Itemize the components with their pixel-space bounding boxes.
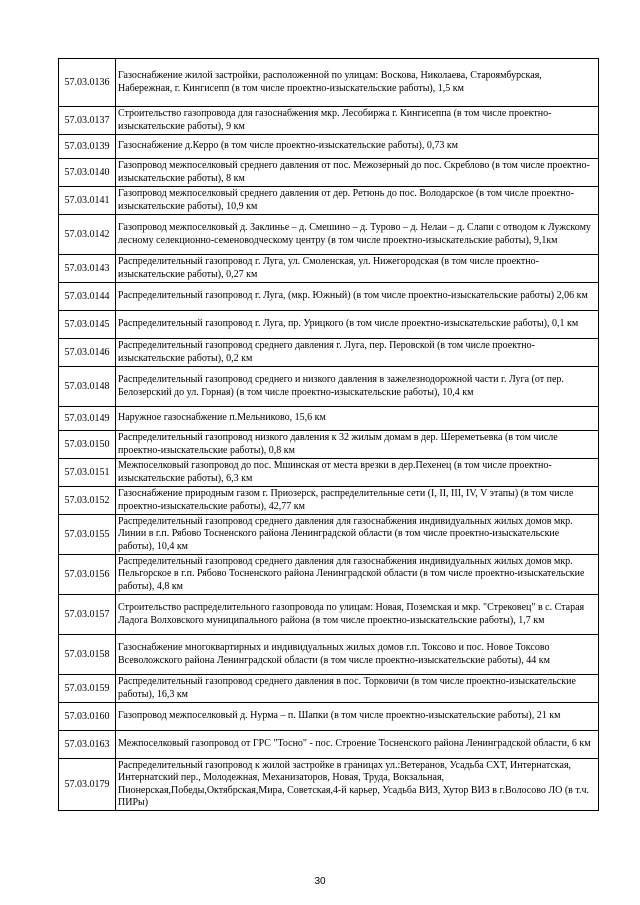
project-description-cell: Распределительный газопровод к жилой застройке в границах ул.:Ветеранов, Усадьба СХТ, Интернатская, Интернатский пер., Молодежная, Механизаторов, Новая, Труда, Вокзальная, Пионерская,Победы,Октябрская,Мира, Советская,4-й карьер, Усадьба ВИЗ, Хутор ВИЗ в г.Волосово ЛО (в т.ч. ПИРы) [116,759,599,811]
table-row [59,703,599,731]
project-description-cell: Распределительный газопровод низкого давления к 32 жилым домам в дер. Шереметьевка (в том числе проектно-изыскательские работы), 0,8 км [116,431,599,459]
table-row [59,339,599,367]
project-code-cell: 57.03.0156 [59,555,116,595]
project-code-cell: 57.03.0139 [59,135,116,159]
table-row [59,635,599,675]
project-description-cell: Газопровод межпоселковый д. Заклинье – д. Смешино – д. Турово – д. Нелаи – д. Слапи с отводом к Лужскому лесному селекционно-семеноводческому центру (в том числе проектно-изыскательские работы), 9,1км [116,215,599,255]
table-row [59,367,599,407]
table-row [59,311,599,339]
project-code-cell: 57.03.0160 [59,703,116,731]
project-code-cell: 57.03.0136 [59,59,116,107]
project-description-cell: Распределительный газопровод среднего и низкого давления в зажелезнодорожной части г. Луга (от пер. Белозерский до ул. Горная) (в том числе проектно-изыскательские работы), 10,4 км [116,367,599,407]
projects-table [58,58,599,811]
project-description-cell: Распределительный газопровод среднего давления г. Луга, пер. Перовской (в том числе проектно-изыскательские работы), 0,2 км [116,339,599,367]
table-row [59,407,599,431]
project-code-cell: 57.03.0140 [59,159,116,187]
table-row [59,107,599,135]
projects-table-body [59,59,599,811]
table-row [59,515,599,555]
page-number: 30 [314,876,326,887]
project-code-cell: 57.03.0179 [59,759,116,811]
table-row [59,187,599,215]
project-description-cell: Распределительный газопровод среднего давления для газоснабжения индивидуальных жилых домов мкр. Линии в г.п. Рябово Тосненского района Ленинградской области (в том числе проектно-изыскательские работы), 10,4 км [116,515,599,555]
project-code-cell: 57.03.0150 [59,431,116,459]
table-row [59,759,599,811]
project-code-cell: 57.03.0158 [59,635,116,675]
project-description-cell: Наружное газоснабжение п.Мельниково, 15,6 км [116,407,599,431]
project-code-cell: 57.03.0152 [59,487,116,515]
table-row [59,595,599,635]
project-description-cell: Межпоселковый газопровод от ГРС "Тосно" - пос. Строение Тосненского района Ленинградской области, 6 км [116,731,599,759]
project-description-cell: Газоснабжение природным газом г. Приозерск, распределительные сети (I, II, III, IV, V этапы) (в том числе проектно-изыскательские работы), 42,77 км [116,487,599,515]
project-description-cell: Межпоселковый газопровод до пос. Мшинская от места врезки в дер.Пехенец (в том числе проектно-изыскательские работы), 6,3 км [116,459,599,487]
project-description-cell: Газоснабжение жилой застройки, расположенной по улицам: Воскова, Николаева, Староямбурская, Набережная, г. Кингисепп (в том числе проектно-изыскательские работы), 1,5 км [116,59,599,107]
project-description-cell: Строительство газопровода для газоснабжения мкр. Лесобиржа г. Кингисеппа (в том числе проектно-изыскательские работы), 9 км [116,107,599,135]
project-code-cell: 57.03.0149 [59,407,116,431]
project-code-cell: 57.03.0144 [59,283,116,311]
project-description-cell: Распределительный газопровод г. Луга, пр. Урицкого (в том числе проектно-изыскательские работы), 0,1 км [116,311,599,339]
table-row [59,135,599,159]
project-code-cell: 57.03.0142 [59,215,116,255]
table-row [59,59,599,107]
project-code-cell: 57.03.0141 [59,187,116,215]
project-description-cell: Строительство распределительного газопровода по улицам: Новая, Поземская и мкр. "Стрековец" в с. Старая Ладога Волховского муниципального района (в том числе проектно-изыскательские работы), 1,7 км [116,595,599,635]
project-code-cell: 57.03.0163 [59,731,116,759]
project-description-cell: Газопровод межпоселковый среднего давления от пос. Межозерный до пос. Скреблово (в том числе проектно-изыскательские работы), 8 км [116,159,599,187]
project-description-cell: Газоснабжение многоквартирных и индивидуальных жилых домов г.п. Токсово и пос. Новое Токсово Всеволожского района Ленинградской области (в том числе проектно-изыскательские работы), 44 км [116,635,599,675]
table-row [59,731,599,759]
project-description-cell: Газопровод межпоселковый д. Нурма – п. Шапки (в том числе проектно-изыскательские работы), 21 км [116,703,599,731]
table-row [59,215,599,255]
project-code-cell: 57.03.0157 [59,595,116,635]
project-code-cell: 57.03.0143 [59,255,116,283]
table-row [59,675,599,703]
table-row [59,159,599,187]
project-description-cell: Распределительный газопровод среднего давления для газоснабжения индивидуальных жилых домов мкр. Пельгорское в г.п. Рябово Тосненского района Ленинградской области (в том числе проектно-изыскательские работы), 4,8 км [116,555,599,595]
project-description-cell: Распределительный газопровод г. Луга, ул. Смоленская, ул. Нижегородская (в том числе проектно-изыскательские работы), 0,27 км [116,255,599,283]
project-code-cell: 57.03.0159 [59,675,116,703]
project-code-cell: 57.03.0145 [59,311,116,339]
project-description-cell: Газоснабжение д.Керро (в том числе проектно-изыскательские работы), 0,73 км [116,135,599,159]
project-description-cell: Распределительный газопровод среднего давления в пос. Торковичи (в том числе проектно-изыскательские работы), 16,3 км [116,675,599,703]
project-code-cell: 57.03.0155 [59,515,116,555]
project-description-cell: Газопровод межпоселковый среднего давления от дер. Ретюнь до пос. Володарское (в том числе проектно-изыскательские работы), 10,9 км [116,187,599,215]
table-row [59,431,599,459]
project-code-cell: 57.03.0148 [59,367,116,407]
project-code-cell: 57.03.0151 [59,459,116,487]
table-row [59,459,599,487]
project-description-cell: Распределительный газопровод г. Луга, (мкр. Южный) (в том числе проектно-изыскательские работы) 2,06 км [116,283,599,311]
project-code-cell: 57.03.0137 [59,107,116,135]
project-code-cell: 57.03.0146 [59,339,116,367]
table-row [59,555,599,595]
table-row [59,487,599,515]
table-row [59,283,599,311]
table-row [59,255,599,283]
